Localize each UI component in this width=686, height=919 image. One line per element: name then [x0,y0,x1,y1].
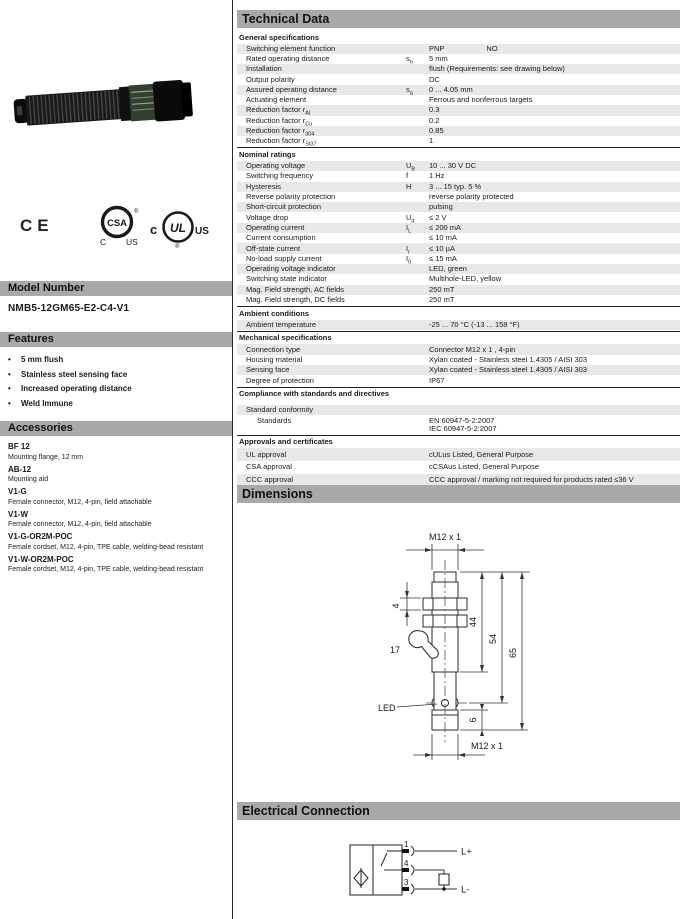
spec-label: Mag. Field strength, AC fields [246,284,344,294]
spec-value: 10 ... 30 V DC [429,161,477,171]
dimensions-header: Dimensions [237,485,680,503]
section-title: General specifications [239,32,320,42]
spec-label: UL approval [246,449,287,459]
bullet-icon: • [8,384,11,393]
spec-label: Rated operating distance [246,53,330,63]
spec-row [237,202,680,212]
spec-label: Standards [257,415,292,425]
features-list [8,353,223,411]
ul-c-label: c [150,222,158,237]
spec-row [237,375,680,385]
pin-4-label: 4 [404,859,409,868]
dim-nut-height-label: 4 [391,603,401,609]
spec-value: LED, green [429,264,467,274]
spec-row [237,365,680,375]
spec-symbol: f [406,171,409,181]
spec-value: ≤ 2 V [429,212,447,222]
spec-label: Reduction factor $r_{Cu}$ [246,115,313,128]
feature-label: Stainless steel sensing face [21,369,128,379]
accessory-desc: Female cordset, M12, 4-pin, TPE cable, welding-bead resistant [8,543,204,551]
spec-row [237,285,680,295]
spec-row [237,161,680,171]
spec-label: Housing material [246,354,303,364]
ul-mark-icon [148,207,212,251]
spec-row [237,233,680,243]
spec-row [237,182,680,192]
accessory-name: AB-12 [8,464,32,474]
ul-registered-icon: ® [175,244,180,250]
section-title: Approvals and certificates [237,435,680,449]
spec-label: Degree of protection [246,375,314,385]
spec-row [237,344,680,354]
dim-wrench-size-label: 17 [389,645,400,655]
load-resistor [439,874,449,885]
spec-value: ≤ 200 mA [429,222,462,232]
junction-dot [442,887,445,890]
spec-label: Switching state indicator [246,274,327,284]
features-header: Features [0,332,232,347]
spec-value: 0.2 [429,115,440,125]
spec-label: Standard conformity [246,405,314,415]
accessory-desc: Female cordset, M12, 4-pin, TPE cable, welding-bead resistant [8,566,204,573]
spec-symbol: $U_B$ [406,161,416,173]
section-title: Nominal ratings [237,147,680,161]
bullet-icon: • [8,369,11,379]
dim-thread-top-label: M12 x 1 [428,532,462,542]
spec-label: Sensing face [246,365,290,375]
spec-row [237,254,680,264]
spec-value: 0.3 [429,105,440,115]
led-label: LED [378,703,396,713]
spec-row [237,461,680,474]
spec-row [237,95,680,105]
spec-label: Assured operating distance [246,84,337,94]
spec-label: Operating voltage [246,161,306,171]
spec-label: No-load supply current [246,253,322,263]
spec-value: 1 Hz [429,171,445,181]
spec-row [237,136,680,146]
spec-value: EN 60947-5-2:2007 IEC 60947-5-2:2007 [429,415,497,434]
spec-row [237,415,680,433]
spec-symbol: $U_d$ [406,212,415,225]
spec-value: -25 ... 70 °C (-13 ... 158 °F) [429,319,520,329]
spec-row [237,405,680,415]
technical-table [237,31,680,487]
spec-label: Mag. Field strength, DC fields [246,295,345,305]
csa-mark-icon [95,203,141,249]
spec-label: Operating voltage indicator [246,264,336,274]
accessory-name: V1-G [8,487,27,496]
feature-label: Weld Immune [21,398,73,408]
spec-value: Xylan coated - Stainless steel 1.4305 / AISI 303 [429,354,588,364]
accessories-list [8,442,213,577]
spec-label: Operating current [246,222,305,232]
spec-row [237,74,680,84]
spec-row [237,223,680,233]
spec-row [237,44,680,54]
spec-value: CCC approval / marking not required for products rated ≤36 V [429,475,634,485]
spec-label: CCC approval [246,475,294,485]
accessory-item [8,532,213,552]
sensor-connector-end [152,80,185,122]
section-title: Ambient conditions [237,306,680,320]
spec-value: cULus Listed, General Purpose [429,449,534,459]
spec-value: PNP NO [429,43,498,53]
spec-row [237,116,680,126]
spec-label: Reduction factor $r_{Al}$ [246,105,311,117]
sensor-tip-face [17,106,23,115]
spec-value: cCSAus Listed, General Purpose [429,462,540,472]
spec-symbol: $s_n$ [406,53,413,66]
dim-6-label: 6 [468,717,478,723]
spec-label: Reduction factor $r_{St37}$ [246,136,317,148]
dimension-drawing [370,520,650,780]
spec-value: reverse polarity protected [429,192,514,202]
spec-value: pulsing [429,202,453,212]
spec-row [237,64,680,74]
accessory-item [8,487,213,507]
spec-value: ≤ 10 µA [429,243,455,253]
electrical-connection-diagram [340,837,540,907]
csa-text: CSA [106,218,128,229]
technical-data-header: Technical Data [237,10,680,28]
spec-value: 250 mT [429,295,455,305]
accessory-item [8,465,213,485]
spec-value: 1 [429,136,434,146]
electrical-connection-header: Electrical Connection [237,802,680,820]
accessory-name: V1-W [8,509,28,519]
spec-row [237,171,680,181]
accessory-name: V1-W-OR2M-POC [8,554,74,564]
spec-symbol: $I_0$ [406,253,412,266]
accessories-header: Accessories [0,421,232,436]
spec-row [237,85,680,95]
spec-value: Xylan coated - Stainless steel 1.4305 / AISI 303 [429,365,588,375]
accessory-item [8,442,213,462]
dim-thread-bottom-label: M12 x 1 [471,741,504,751]
section-title: Mechanical specifications [237,331,680,345]
feature-label: Increased operating distance [21,384,132,393]
spec-symbol: $I_L$ [406,222,412,235]
spec-symbol: $s_a$ [406,84,413,97]
accessory-desc: Mounting flange, 12 mm [8,453,84,461]
spec-label: Ambient temperature [246,319,317,329]
spec-label: Hysteresis [246,181,282,191]
spec-label: Current consumption [246,233,316,243]
spec-row [237,126,680,136]
accessory-name: V1-G-OR2M-POC [8,532,73,541]
spec-value: Ferrous and nonferrous targets [429,95,533,105]
spec-row [237,54,680,64]
spec-value: Connector M12 x 1 , 4-pin [429,344,516,354]
l-plus-label: L+ [461,846,472,858]
spec-row [237,105,680,115]
dim-65-label: 65 [508,647,518,659]
csa-c-label: C [100,237,107,247]
spec-row [237,192,680,202]
model-number-header: Model Number [0,281,232,296]
spec-value: 3 ... 15 typ. 5 % [429,181,482,191]
spec-value: Multihole-LED, yellow [429,274,502,284]
dim-44-label: 44 [468,616,478,628]
spec-row [237,264,680,274]
csa-us-label: US [126,237,138,247]
feature-item [8,397,223,412]
spec-label: Reverse polarity protection [246,192,336,202]
spec-row [237,320,680,330]
section-title: Compliance with standards and directives [237,387,680,401]
spec-row [237,448,680,461]
l-minus-label: L- [461,884,470,896]
feature-item [8,353,223,368]
feature-item [8,368,223,383]
feature-label: 5 mm flush [21,355,64,364]
ce-mark-icon: CE [20,216,54,235]
spec-value: 250 mT [429,284,455,294]
accessory-desc: Female connector, M12, 4-pin, field attachable [8,498,152,506]
spec-value: IP67 [429,375,445,385]
spec-value: 0.85 [429,126,444,136]
dimension-arrows [405,548,524,757]
spec-label: Short-circuit protection [246,202,322,212]
feature-item [8,382,223,397]
bullet-icon: • [8,398,11,408]
accessory-desc: Female connector, M12, 4-pin, field attachable [8,521,152,528]
csa-registered-icon: ® [134,209,139,215]
spec-value: flush (Requirements: see drawing below) [429,64,565,74]
dim-54-label: 54 [488,633,498,645]
spec-label: Off-state current [246,243,301,253]
spec-value: 5 mm [429,53,448,63]
spec-label: Actuating element [246,95,307,105]
column-divider [232,0,233,919]
ul-us-label: US [195,226,209,237]
accessory-item [8,510,213,530]
spec-row [237,243,680,256]
spec-symbol: H [406,181,412,191]
spec-value: ≤ 10 mA [429,233,457,243]
spec-label: Switching frequency [246,171,314,181]
spec-row [237,274,680,284]
spec-row [237,295,680,305]
accessory-name: BF 12 [8,442,30,451]
spec-row [237,212,680,225]
spec-label: Connection type [246,344,301,354]
pin-1-label: 1 [404,840,409,849]
accessory-desc: Mounting aid [8,476,49,483]
model-number: NMB5-12GM65-E2-C4-V1 [8,303,130,314]
product-photo [8,52,218,157]
pin-3-label: 3 [404,878,409,887]
spec-label: Installation [246,64,282,74]
spec-label: Output polarity [246,74,295,84]
spec-symbol: $I_r$ [406,243,410,256]
ul-text: UL [170,221,186,235]
spec-value: 0 ... 4.05 mm [429,84,473,94]
spec-label: Switching element function [246,43,336,53]
spec-label: Reduction factor $r_{304}$ [246,126,315,138]
spec-label: CSA approval [246,462,292,472]
spec-value: ≤ 15 mA [429,253,457,263]
spec-label: Voltage drop [246,212,289,222]
accessory-item [8,555,213,575]
bullet-icon: • [8,355,11,364]
spec-row [237,355,680,365]
spec-value: DC [429,74,440,84]
